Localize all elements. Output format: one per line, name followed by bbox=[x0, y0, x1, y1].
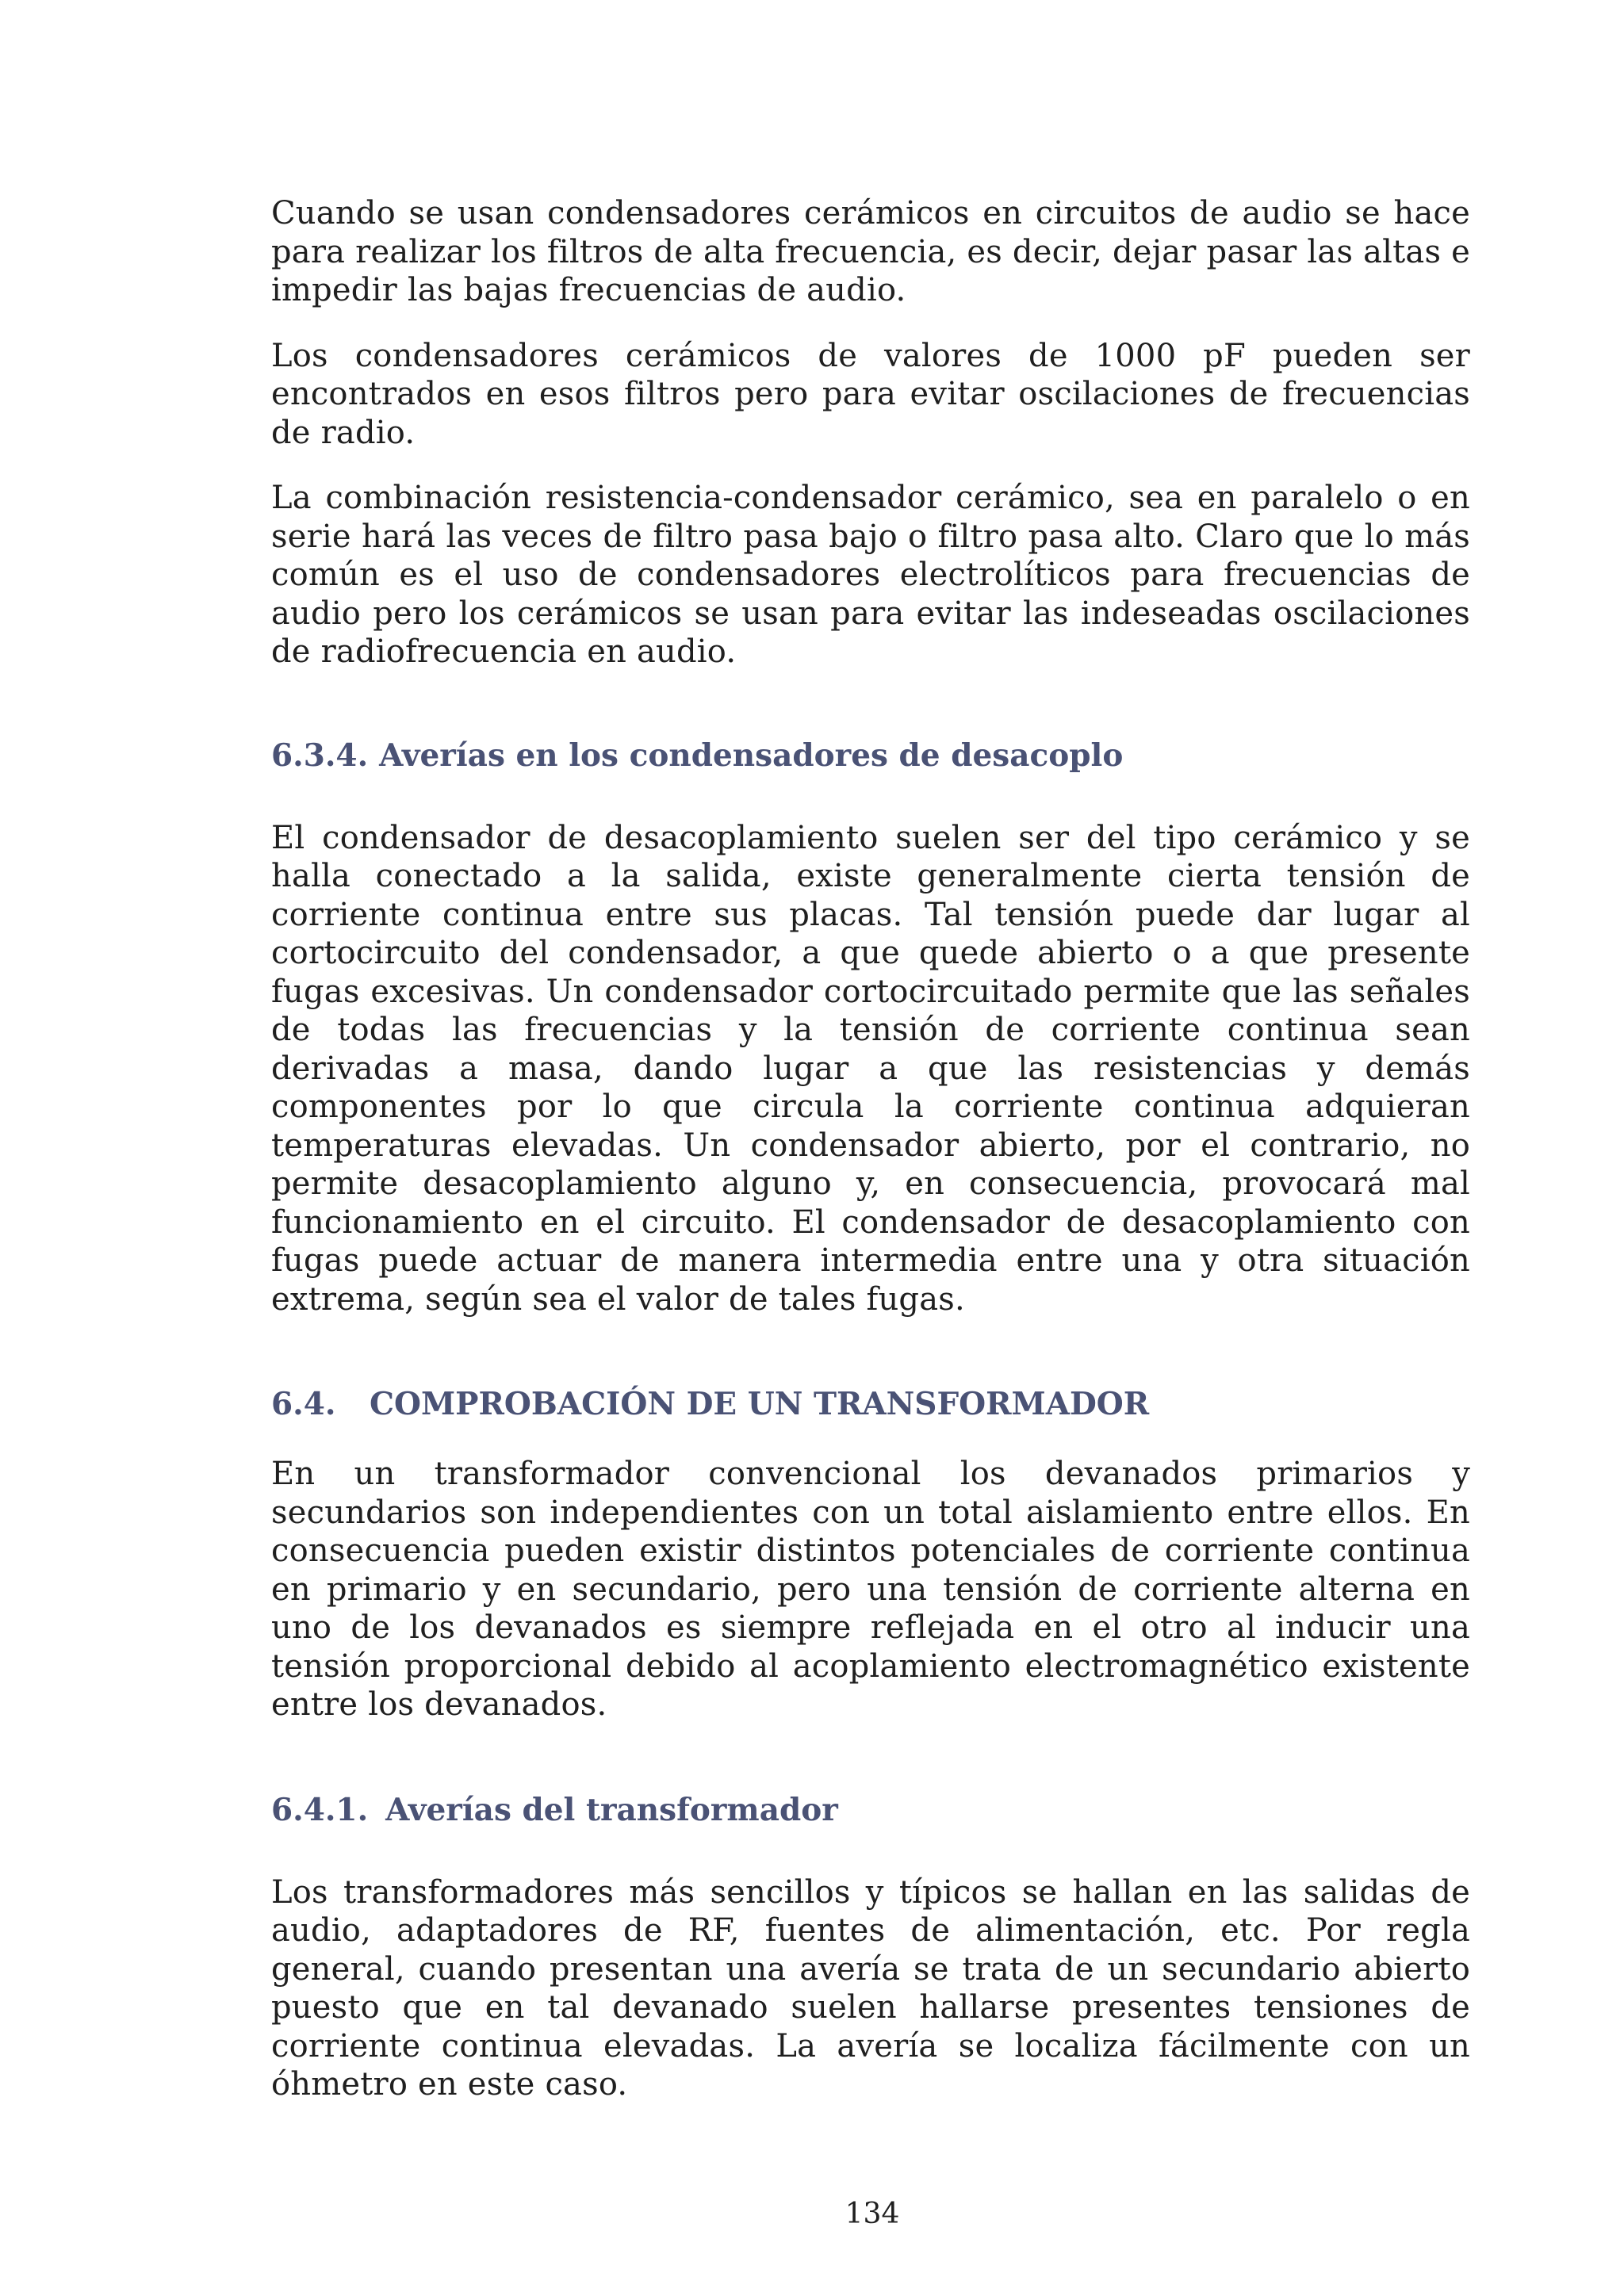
heading-number: 6.4.1. bbox=[271, 1791, 369, 1828]
paragraph-ceramic-1000pf: Los condensadores cerámicos de valores de 1000 pF pueden ser encontrados en esos filtros pero para evitar oscilaciones de frecuencias de radio. bbox=[271, 337, 1470, 451]
page-number: 134 bbox=[845, 2198, 900, 2230]
heading-number: 6.4. bbox=[271, 1386, 336, 1422]
paragraph-rc-combination: La combinación resistencia-condensador cerámico, sea en paralelo o en serie hará las veces de filtro pasa bajo o filtro pasa alto. Claro que lo más común es el uso de condensadores electrolíticos para frecuencias de audio pero los cerámicos se usan para evitar las indeseadas oscilaciones de radiofrecuencia en audio. bbox=[271, 480, 1470, 670]
paragraph-transformer-intro: En un transformador convencional los devanados primarios y secundarios son independientes con un total aislamiento entre ellos. En consecuencia pueden existir distintos potenciales de corriente continua en primario y en secundario, pero una tensión de corriente alterna en uno de los devanados es siempre reflejada en el otro al inducir una tensión proporcional debido al acoplamiento electromagnético existente entre los devanados. bbox=[271, 1456, 1470, 1723]
paragraph-decoupling-faults: El condensador de desacoplamiento suelen ser del tipo cerámico y se halla conectado a la salida, existe generalmente cierta tensión de corriente continua entre sus placas. Tal tensión puede dar lugar al cortocircuito del condensador, a que quede abierto o a que presente fugas excesivas. Un condensador cortocircuitado permite que las señales de todas las frecuencias y la tensión de corriente continua sean derivadas a masa, dando lugar a que las resistencias y demás componentes por lo que circula la corriente continua adquieran temperaturas elevadas. Un condensador abierto, por el contrario, no permite desacoplamiento alguno y, en consecuencia, provocará mal funcionamiento en el circuito. El condensador de desacoplamiento con fugas puede actuar de manera intermedia entre una y otra situación extrema, según sea el valor de tales fugas. bbox=[271, 819, 1470, 1318]
heading-title: Averías en los condensadores de desacoplo bbox=[379, 737, 1124, 774]
heading-6-4 bbox=[271, 1385, 1470, 1423]
paragraph-ceramic-audio: Cuando se usan condensadores cerámicos en circuitos de audio se hace para realizar los filtros de alta frecuencia, es decir, dejar pasar las altas e impedir las bajas frecuencias de audio. bbox=[271, 195, 1470, 308]
heading-number: 6.3.4. bbox=[271, 737, 369, 774]
document-page bbox=[271, 194, 1470, 2104]
heading-title: Averías del transformador bbox=[385, 1791, 838, 1828]
paragraph-transformer-faults: Los transformadores más sencillos y típicos se hallan en las salidas de audio, adaptadores de RF, fuentes de alimentación, etc. Por regla general, cuando presentan una avería se trata de un secundario abierto puesto que en tal devanado suelen hallarse presentes tensiones de corriente continua elevadas. La avería se localiza fácilmente con un óhmetro en este caso. bbox=[271, 1873, 1470, 2103]
heading-6-4-1 bbox=[271, 1791, 1470, 1829]
heading-title: COMPROBACIÓN DE UN TRANSFORMADOR bbox=[370, 1386, 1150, 1422]
heading-6-3-4 bbox=[271, 737, 1470, 775]
